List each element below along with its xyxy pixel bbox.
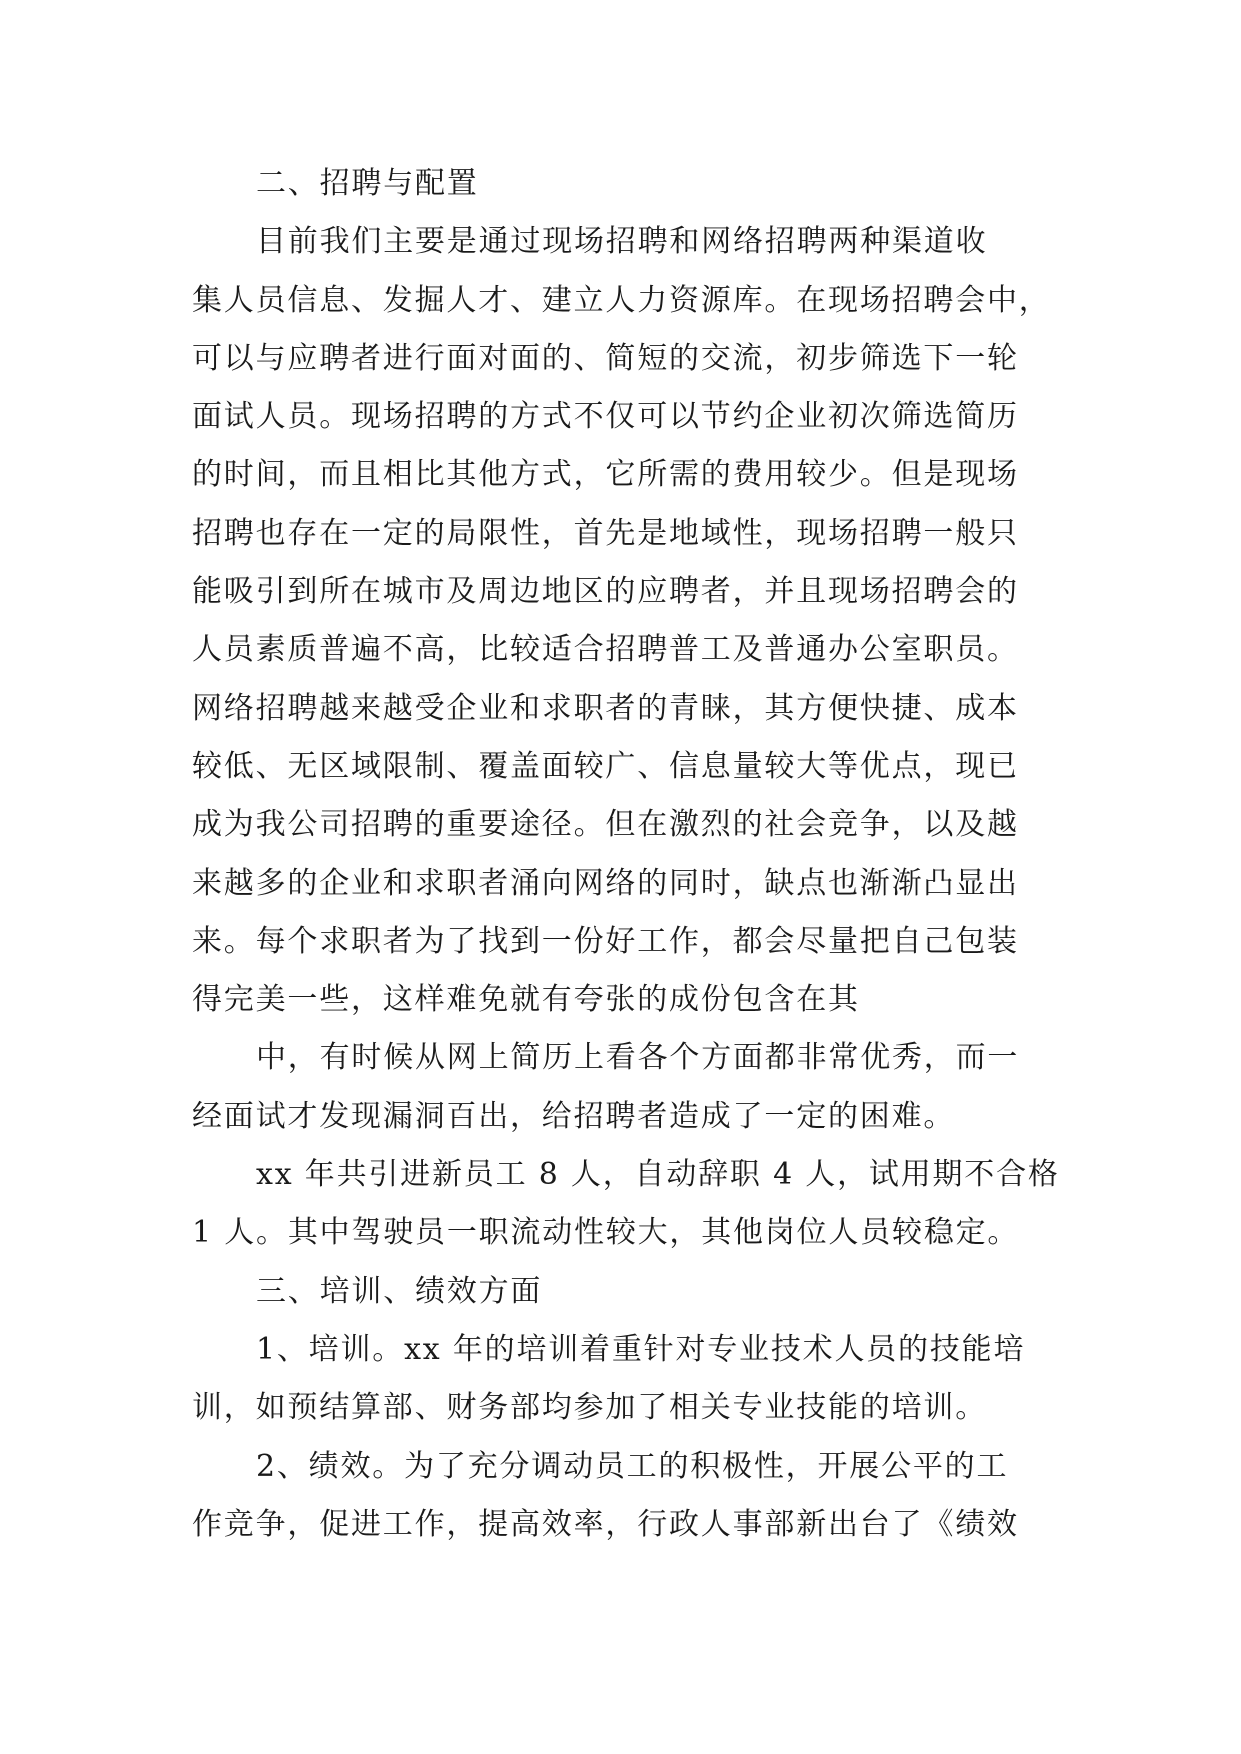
paragraph-line: 面试人员。现场招聘的方式不仅可以节约企业初次筛选简历 (192, 399, 1019, 435)
document-body (192, 155, 1060, 1554)
paragraph-line: 较低、无区域限制、覆盖面较广、信息量较大等优点，现已 (192, 748, 1019, 784)
paragraph-line: xx 年共引进新员工 8 人，自动辞职 4 人，试用期不合格 (256, 1157, 1060, 1193)
paragraph-line: 中，有时候从网上简历上看各个方面都非常优秀，而一 (256, 1040, 1020, 1076)
paragraph-line: 训，如预结算部、财务部均参加了相关专业技能的培训。 (192, 1390, 987, 1426)
section-heading-recruitment: 二、招聘与配置 (256, 166, 479, 201)
paragraph-line: 招聘也存在一定的局限性，首先是地域性，现场招聘一般只 (192, 515, 1019, 551)
paragraph-line: 成为我公司招聘的重要途径。但在激烈的社会竞争，以及越 (192, 807, 1019, 843)
paragraph-line: 1 人。其中驾驶员一职流动性较大，其他岗位人员较稳定。 (192, 1215, 1020, 1251)
paragraph-line: 2、绩效。为了充分调动员工的积极性，开展公平的工 (256, 1448, 1009, 1484)
paragraph-line: 1、培训。xx 年的培训着重针对专业技术人员的技能培 (256, 1331, 1026, 1367)
paragraph-line: 来。每个求职者为了找到一份好工作，都会尽量把自己包装 (192, 923, 1019, 959)
paragraph-line: 能吸引到所在城市及周边地区的应聘者，并且现场招聘会的 (192, 574, 1019, 610)
paragraph-line: 的时间，而且相比其他方式，它所需的费用较少。但是现场 (192, 457, 1019, 493)
paragraph-line: 人员素质普遍不高，比较适合招聘普工及普通办公室职员。 (192, 632, 1019, 668)
paragraph-line: 作竞争，促进工作，提高效率，行政人事部新出台了《绩效 (192, 1506, 1019, 1542)
paragraph-line: 目前我们主要是通过现场招聘和网络招聘两种渠道收 (256, 224, 988, 260)
paragraph-line: 网络招聘越来越受企业和求职者的青睐，其方便快捷、成本 (192, 690, 1019, 726)
paragraph-line: 得完美一些，这样难免就有夸张的成份包含在其 (192, 982, 860, 1018)
paragraph-line: 来越多的企业和求职者涌向网络的同时，缺点也渐渐凸显出 (192, 865, 1019, 901)
paragraph-line: 经面试才发现漏洞百出，给招聘者造成了一定的困难。 (192, 1098, 956, 1134)
section-heading-training: 三、培训、绩效方面 (256, 1273, 543, 1309)
paragraph-line: 可以与应聘者进行面对面的、简短的交流，初步筛选下一轮 (192, 340, 1019, 376)
paragraph-line: 集人员信息、发掘人才、建立人力资源库。在现场招聘会中， (192, 282, 1051, 318)
